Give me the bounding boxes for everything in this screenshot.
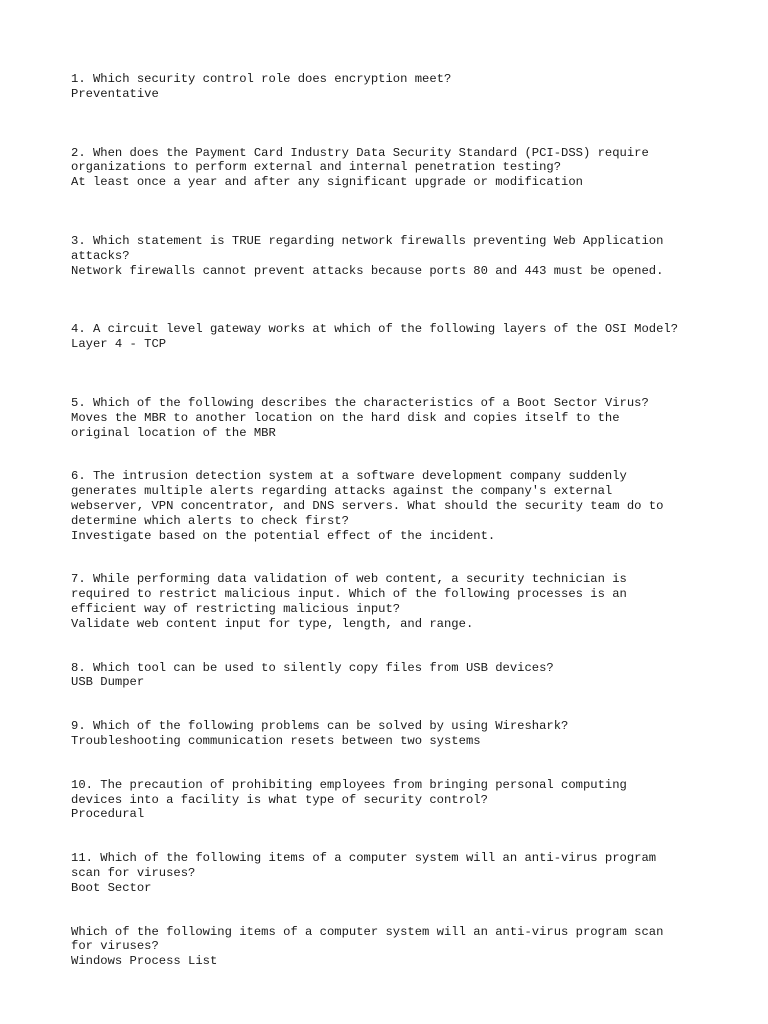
qa-item-6 xyxy=(71,469,721,543)
qa-item-12 xyxy=(71,925,721,969)
question-text: 1. Which security control role does encryption meet? xyxy=(71,72,452,86)
answer-text: Layer 4 - TCP xyxy=(71,337,167,352)
question-text: 6. The intrusion detection system at a software development company suddenly generates multiple alerts regarding attacks against the company's external webserver, VPN concentrator, and DNS servers. What should the security team do to determine which alerts to check first? xyxy=(71,469,664,528)
answer-text: Network firewalls cannot prevent attacks because ports 80 and 443 must be opened. xyxy=(71,263,664,278)
qa-item-1 xyxy=(71,72,721,102)
answer-text: Preventative xyxy=(71,86,159,101)
question-text: 4. A circuit level gateway works at which of the following layers of the OSI Model? xyxy=(71,322,679,337)
question-text: 11. Which of the following items of a computer system will an anti-virus program scan for viruses? xyxy=(71,851,657,880)
answer-text: Investigate based on the potential effect of the incident. xyxy=(71,528,496,543)
question-text: 3. Which statement is TRUE regarding network firewalls preventing Web Application attacks? xyxy=(71,233,664,263)
qa-item-3 xyxy=(71,234,721,278)
qa-item-8 xyxy=(71,661,721,691)
question-text: 8. Which tool can be used to silently copy files from USB devices? xyxy=(71,660,554,675)
question-text: 7. While performing data validation of web content, a security technician is required to restrict malicious input. Which of the following processes is an efficient way of restricting malicious input? xyxy=(71,572,627,616)
answer-text: Troubleshooting communication resets between two systems xyxy=(71,733,481,748)
answer-text: Windows Process List xyxy=(71,954,218,969)
answer-text: Boot Sector xyxy=(71,880,152,895)
qa-item-10 xyxy=(71,778,721,822)
answer-text: Procedural xyxy=(71,807,145,822)
qa-item-9 xyxy=(71,719,721,749)
qa-item-11 xyxy=(71,851,721,895)
answer-text: Validate web content input for type, length, and range. xyxy=(71,616,474,631)
question-text: 10. The precaution of prohibiting employees from bringing personal computing devices into a facility is what type of security control? xyxy=(71,777,627,807)
qa-item-7 xyxy=(71,572,721,631)
question-text: 9. Which of the following problems can be solved by using Wireshark? xyxy=(71,719,569,734)
document-body xyxy=(71,72,721,1013)
answer-text: USB Dumper xyxy=(71,675,145,690)
question-text: 2. When does the Payment Card Industry Data Security Standard (PCI-DSS) require organizations to perform external and internal penetration testing? xyxy=(71,145,649,175)
qa-item-2 xyxy=(71,146,721,190)
answer-text: At least once a year and after any significant upgrade or modification xyxy=(71,175,583,190)
question-text: Which of the following items of a computer system will an anti-virus program scan for viruses? xyxy=(71,924,664,954)
qa-item-5 xyxy=(71,396,721,440)
qa-item-4 xyxy=(71,322,721,352)
question-text: 5. Which of the following describes the characteristics of a Boot Sector Virus? xyxy=(71,395,649,410)
answer-text: Moves the MBR to another location on the hard disk and copies itself to the original location of the MBR xyxy=(71,410,620,440)
